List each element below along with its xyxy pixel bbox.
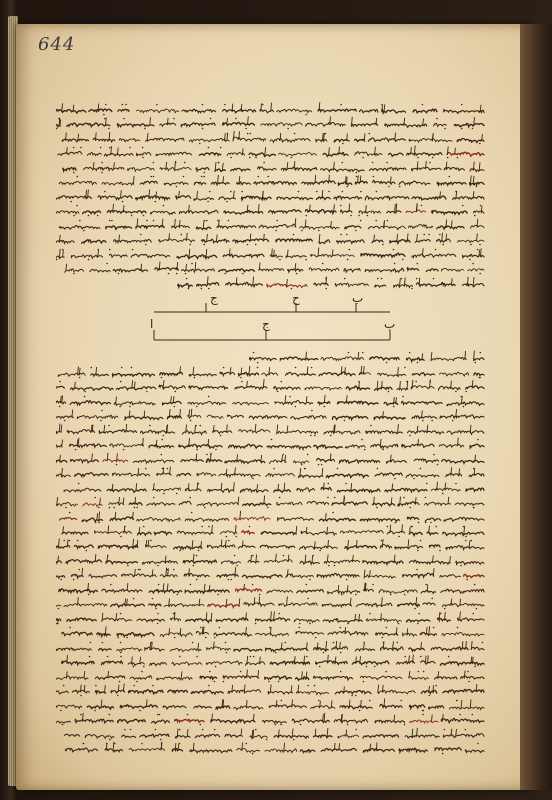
- ink-strokes: [56, 698, 486, 712]
- handwritten-text-line: [56, 683, 486, 697]
- handwritten-text-line: [56, 466, 486, 480]
- handwritten-text-line: [56, 261, 486, 275]
- ink-strokes: [56, 232, 486, 246]
- figure-label-top: ب: [352, 291, 364, 305]
- ink-strokes: [56, 582, 486, 596]
- ink-strokes: [56, 727, 486, 741]
- ink-strokes: [56, 538, 486, 552]
- ink-strokes: [56, 683, 486, 697]
- ink-strokes: [56, 596, 486, 610]
- handwritten-text-line: [56, 596, 486, 610]
- figure-label-bottom: ج: [262, 317, 270, 331]
- figure-label-top: ج: [210, 291, 218, 305]
- ink-strokes: [56, 524, 486, 538]
- handwritten-text-line: [56, 727, 486, 741]
- ink-strokes: [56, 567, 486, 581]
- handwritten-text-line: [56, 698, 486, 712]
- ink-strokes: [56, 394, 486, 408]
- ink-strokes: [56, 611, 486, 625]
- handwritten-text-line: [56, 524, 486, 538]
- handwritten-text-line: [56, 276, 486, 290]
- handwritten-text-line: [56, 131, 486, 145]
- folio-number: 644: [38, 34, 76, 55]
- handwritten-text-line: [56, 423, 486, 437]
- ink-strokes: [56, 247, 486, 261]
- handwritten-text-line: [56, 640, 486, 654]
- ink-strokes: [56, 654, 486, 668]
- handwritten-text-line: [56, 452, 486, 466]
- ink-strokes: [56, 131, 486, 145]
- handwritten-text-line: [56, 510, 486, 524]
- ink-strokes: [56, 261, 486, 275]
- handwritten-text-line: [56, 174, 486, 188]
- ink-strokes: [56, 741, 486, 755]
- handwritten-text-line: [56, 189, 486, 203]
- handwritten-text-line: [56, 538, 486, 552]
- geometric-figure: [146, 290, 396, 350]
- handwritten-text-line: [56, 481, 486, 495]
- handwritten-text-line: [56, 203, 486, 217]
- handwritten-text-line: [56, 394, 486, 408]
- binding-shadow: [520, 24, 552, 790]
- handwritten-text-line: [56, 102, 486, 116]
- ink-strokes: [56, 437, 486, 451]
- ink-strokes: [56, 379, 486, 393]
- figure-label-bottom: ب: [384, 317, 396, 331]
- handwritten-text-line: [56, 741, 486, 755]
- ink-strokes: [56, 365, 486, 379]
- ink-strokes: [56, 350, 486, 364]
- ink-strokes: [56, 423, 486, 437]
- ink-strokes: [56, 669, 486, 683]
- handwritten-text-line: [56, 247, 486, 261]
- ink-strokes: [56, 276, 486, 290]
- ink-strokes: [56, 189, 486, 203]
- handwritten-text-line: [56, 218, 486, 232]
- ink-strokes: [56, 160, 486, 174]
- ink-strokes: [56, 712, 486, 726]
- ink-strokes: [56, 625, 486, 639]
- handwritten-text-line: [56, 669, 486, 683]
- ink-strokes: [56, 145, 486, 159]
- handwritten-text-line: [56, 437, 486, 451]
- ink-strokes: [56, 116, 486, 130]
- handwritten-text-line: [56, 654, 486, 668]
- handwritten-text-line: [56, 160, 486, 174]
- arabic-text-block: [56, 102, 486, 756]
- ink-strokes: [56, 640, 486, 654]
- ink-strokes: [56, 102, 486, 116]
- handwritten-text-line: [56, 379, 486, 393]
- handwritten-text-line: [56, 408, 486, 422]
- handwritten-text-line: [56, 116, 486, 130]
- ink-strokes: [56, 510, 486, 524]
- handwritten-text-line: [56, 145, 486, 159]
- handwritten-text-line: [56, 611, 486, 625]
- ink-strokes: [56, 174, 486, 188]
- handwritten-text-line: [56, 625, 486, 639]
- figure-label-top: ح: [292, 291, 300, 305]
- figure-label-bottom: ا: [150, 317, 154, 331]
- handwritten-text-line: [56, 553, 486, 567]
- handwritten-text-line: [56, 232, 486, 246]
- ink-strokes: [56, 218, 486, 232]
- ink-strokes: [56, 452, 486, 466]
- ink-strokes: [56, 495, 486, 509]
- ink-strokes: [56, 481, 486, 495]
- handwritten-text-line: [56, 582, 486, 596]
- ink-strokes: [56, 203, 486, 217]
- ink-strokes: [56, 466, 486, 480]
- handwritten-text-line: [56, 567, 486, 581]
- handwritten-text-line: [56, 495, 486, 509]
- ink-strokes: [56, 408, 486, 422]
- handwritten-text-line: [56, 350, 486, 364]
- handwritten-text-line: [56, 365, 486, 379]
- ink-strokes: [56, 553, 486, 567]
- handwritten-text-line: [56, 712, 486, 726]
